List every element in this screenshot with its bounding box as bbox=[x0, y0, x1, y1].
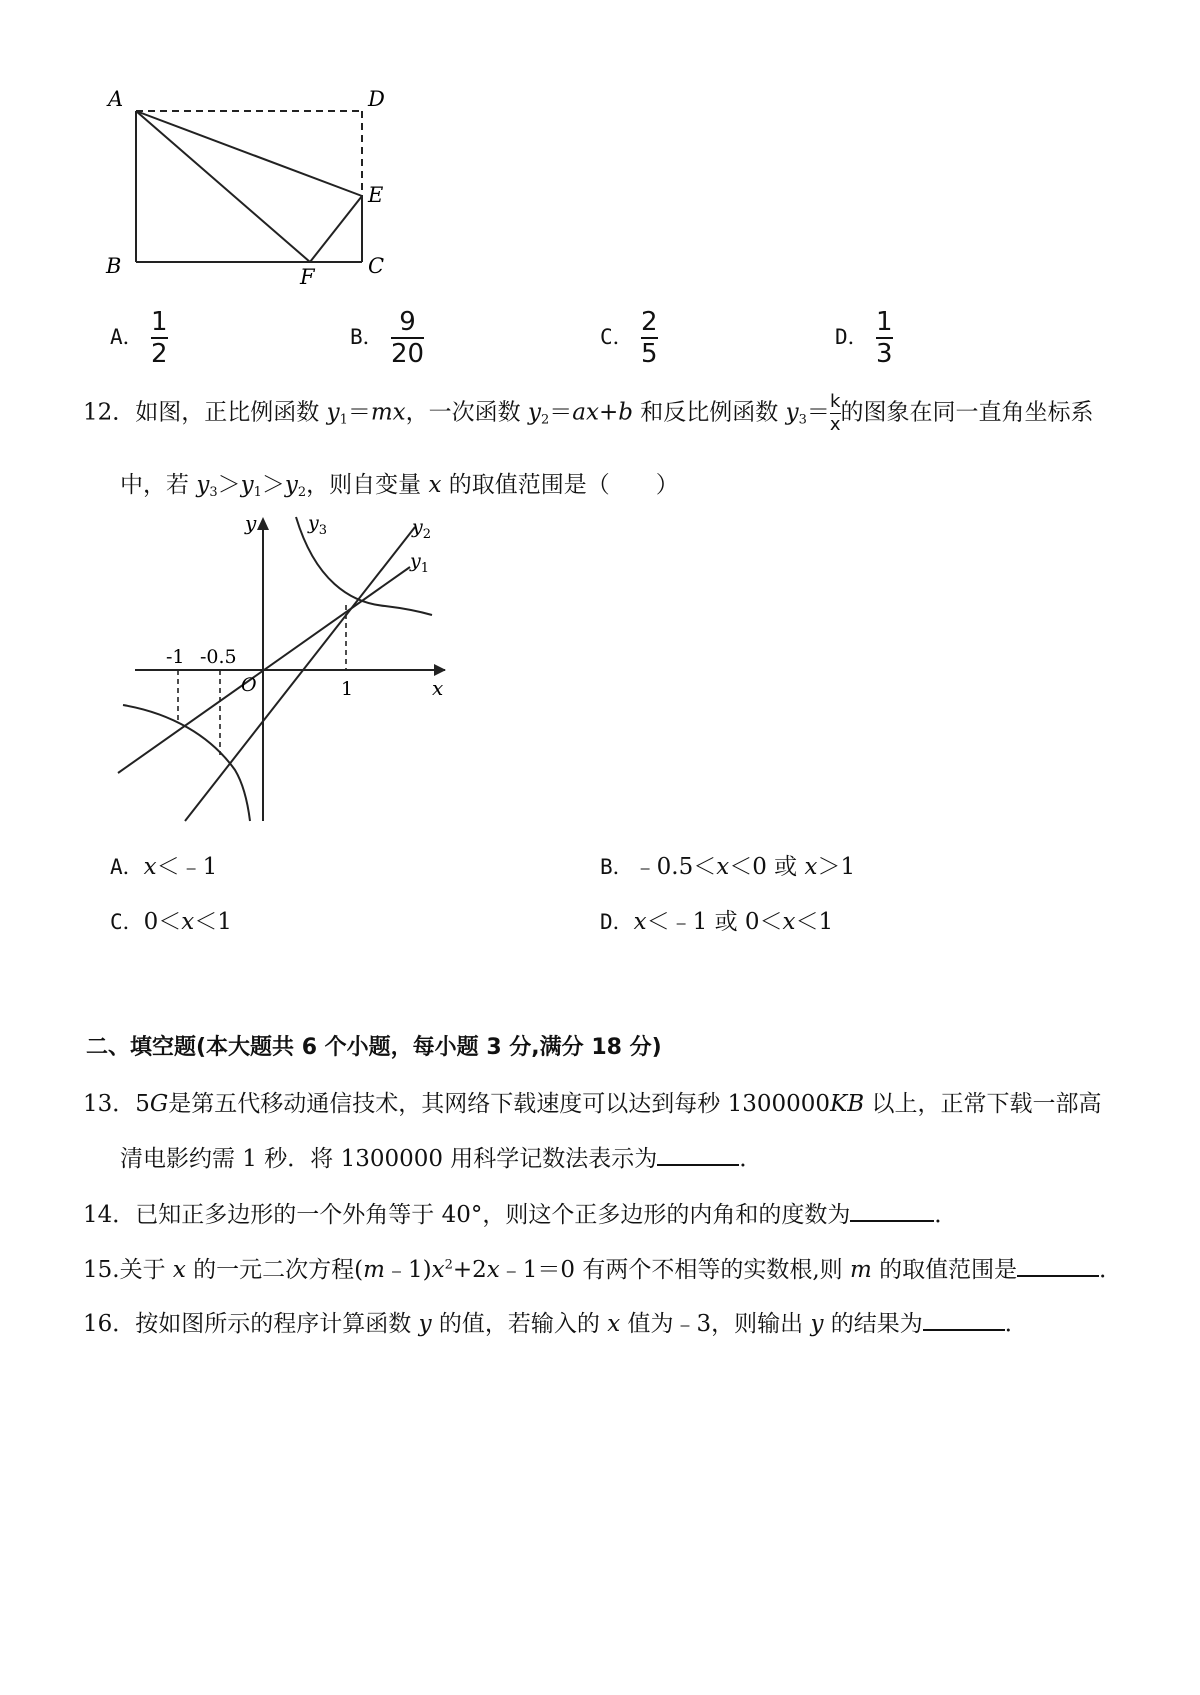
option-fraction bbox=[876, 308, 893, 368]
question-number: 16． bbox=[83, 1311, 136, 1337]
subscript: 1 bbox=[253, 485, 262, 500]
point-label-e: E bbox=[368, 183, 384, 207]
text: ＝ bbox=[347, 399, 371, 426]
var-y: y bbox=[527, 399, 541, 426]
var-y: y bbox=[196, 472, 210, 498]
var-y: y bbox=[284, 472, 298, 498]
denominator: 2 bbox=[150, 339, 168, 369]
point-label-b: B bbox=[106, 254, 122, 278]
text: 的结果为 bbox=[823, 1311, 923, 1337]
denominator: x bbox=[829, 414, 841, 435]
x-axis-arrow bbox=[434, 664, 446, 676]
q14-line bbox=[83, 1196, 957, 1229]
var-y: y bbox=[810, 1311, 824, 1337]
question-number: 15. bbox=[83, 1257, 120, 1283]
text: ． bbox=[1004, 1311, 1028, 1337]
text: 的取值范围是 bbox=[871, 1257, 1018, 1283]
q12-option-a[interactable] bbox=[110, 848, 217, 881]
option-fraction bbox=[391, 308, 424, 368]
q12-option-b[interactable] bbox=[600, 848, 855, 881]
q11-option-b[interactable] bbox=[350, 308, 424, 368]
q12-option-d[interactable] bbox=[600, 903, 833, 936]
tick-label-neg05: -0.5 bbox=[200, 646, 237, 668]
var-x: x bbox=[782, 909, 796, 935]
q16-line bbox=[83, 1305, 1028, 1338]
option-letter: D． bbox=[600, 910, 634, 934]
text: 5 bbox=[135, 1091, 150, 1117]
section-heading-fill-in: 二、填空题(本大题共 6 个小题，每小题 3 分,满分 18 分) bbox=[86, 1035, 662, 1060]
point-label-c: C bbox=[368, 254, 385, 278]
text: 0＜ bbox=[143, 909, 182, 935]
label-y: y bbox=[410, 550, 421, 572]
q11-option-c[interactable] bbox=[600, 308, 658, 368]
numerator: 9 bbox=[399, 307, 416, 337]
option-letter: C． bbox=[600, 325, 634, 349]
option-fraction bbox=[641, 308, 658, 368]
var-x: x bbox=[172, 1257, 186, 1283]
q11-option-a[interactable] bbox=[110, 308, 168, 368]
denominator: 20 bbox=[390, 339, 425, 369]
var-y: y bbox=[418, 1311, 432, 1337]
var-x: x bbox=[431, 1257, 445, 1283]
option-letter: A． bbox=[110, 855, 144, 879]
text: 清电影约需 1 秒．将 1300000 用科学记数法表示为 bbox=[120, 1146, 658, 1172]
var-ax: ax bbox=[572, 399, 599, 426]
point-label-d: D bbox=[368, 87, 385, 111]
var-x: x bbox=[428, 472, 442, 498]
q11-rectangle-figure bbox=[100, 80, 400, 285]
subscript: 3 bbox=[209, 485, 218, 500]
question-number: 13． bbox=[83, 1091, 136, 1117]
question-number: 12． bbox=[83, 399, 136, 426]
var-x: x bbox=[804, 854, 818, 880]
text: + bbox=[598, 399, 619, 426]
origin-label: O bbox=[241, 674, 257, 696]
q12-option-c[interactable] bbox=[110, 903, 232, 936]
text: 和反比例函数 bbox=[632, 399, 786, 426]
numerator: 1 bbox=[875, 307, 893, 337]
segment-fe bbox=[310, 196, 362, 262]
text: ＜﹣1 或 0＜ bbox=[646, 909, 783, 935]
text: ＜1 bbox=[194, 909, 232, 935]
text: 已知正多边形的一个外角等于 40°，则这个正多边形的内角和的度数为 bbox=[135, 1202, 851, 1228]
label-y: y bbox=[412, 516, 423, 538]
var-x: x bbox=[181, 909, 195, 935]
text: ﹣1＝0 有两个不相等的实数根,则 bbox=[499, 1257, 850, 1283]
var-x: x bbox=[143, 854, 157, 880]
option-letter: D． bbox=[835, 325, 869, 349]
label-y: y bbox=[308, 512, 319, 534]
text: ． bbox=[1099, 1257, 1123, 1283]
label-sub: 1 bbox=[420, 561, 430, 576]
text: ＞ bbox=[217, 472, 241, 498]
option-letter: B． bbox=[600, 855, 634, 879]
answer-blank[interactable] bbox=[850, 1200, 934, 1222]
text: 值为﹣3，则输出 bbox=[620, 1311, 811, 1337]
var-y: y bbox=[240, 472, 254, 498]
q15-line bbox=[83, 1251, 1122, 1284]
option-letter: A． bbox=[110, 325, 144, 349]
text: +2 bbox=[452, 1257, 487, 1283]
var-kb: KB bbox=[830, 1091, 865, 1117]
curve-label-y3 bbox=[307, 512, 327, 538]
question-number: 14． bbox=[83, 1202, 136, 1228]
answer-blank[interactable] bbox=[923, 1309, 1005, 1331]
var-m: m bbox=[849, 1257, 872, 1283]
text: 按如图所示的程序计算函数 bbox=[135, 1311, 419, 1337]
text: 的值，若输入的 bbox=[431, 1311, 608, 1337]
var-x: x bbox=[607, 1311, 621, 1337]
var-x: x bbox=[486, 1257, 500, 1283]
numerator: 1 bbox=[150, 307, 168, 337]
q11-option-d[interactable] bbox=[835, 308, 893, 368]
label-sub: 3 bbox=[318, 523, 328, 538]
line-label-y2 bbox=[411, 516, 431, 542]
text: ，一次函数 bbox=[405, 399, 528, 426]
segment-ae bbox=[136, 111, 362, 196]
text: 的一元二次方程( bbox=[185, 1257, 364, 1283]
label-sub: 2 bbox=[422, 527, 432, 542]
text: 以上，正常下载一部高 bbox=[864, 1091, 1102, 1117]
text: ＜1 bbox=[795, 909, 834, 935]
text: ＞1 bbox=[817, 854, 856, 880]
text: ﹣1) bbox=[384, 1257, 432, 1283]
answer-blank[interactable] bbox=[1017, 1255, 1099, 1277]
text: ＝ bbox=[806, 399, 830, 426]
var-b: b bbox=[618, 399, 633, 426]
subscript: 2 bbox=[297, 485, 307, 500]
q12-line1 bbox=[83, 392, 1094, 435]
q13-line1 bbox=[83, 1085, 1101, 1118]
q13-line2 bbox=[120, 1140, 762, 1173]
text: 的取值范围是（ ） bbox=[441, 472, 679, 498]
subscript: 3 bbox=[798, 412, 807, 428]
denominator: 5 bbox=[640, 339, 658, 369]
text: ，则自变量 bbox=[306, 472, 429, 498]
superscript: 2 bbox=[444, 1257, 453, 1273]
numerator: k bbox=[829, 391, 841, 412]
numerator: 2 bbox=[640, 307, 658, 337]
option-fraction bbox=[151, 308, 168, 368]
text: ＜0 或 bbox=[729, 854, 805, 880]
text: ﹣0.5＜ bbox=[633, 854, 717, 880]
var-g: G bbox=[149, 1091, 169, 1117]
q12-function-graph bbox=[110, 505, 455, 825]
point-label-a: A bbox=[108, 87, 124, 111]
tick-label-1: 1 bbox=[341, 678, 354, 700]
var-x: x bbox=[716, 854, 730, 880]
option-letter: C． bbox=[110, 910, 144, 934]
text: 如图，正比例函数 bbox=[135, 399, 327, 426]
text: 中，若 bbox=[120, 472, 197, 498]
var-y: y bbox=[326, 399, 340, 426]
subscript: 2 bbox=[540, 412, 550, 428]
option-letter: B． bbox=[350, 325, 384, 349]
y-axis-label: y bbox=[245, 511, 257, 535]
var-mx: mx bbox=[370, 399, 406, 426]
k-over-x-fraction bbox=[830, 392, 841, 435]
answer-blank[interactable] bbox=[657, 1144, 739, 1166]
text: ． bbox=[739, 1146, 763, 1172]
subscript: 1 bbox=[339, 412, 348, 428]
tick-label-neg1: -1 bbox=[166, 646, 185, 668]
text: ． bbox=[934, 1202, 958, 1228]
var-y: y bbox=[785, 399, 799, 426]
text: ＞ bbox=[261, 472, 285, 498]
q12-line2 bbox=[120, 466, 679, 500]
text: ＜﹣1 bbox=[156, 854, 218, 880]
var-x: x bbox=[633, 909, 647, 935]
x-axis-label: x bbox=[432, 676, 444, 700]
text: 关于 bbox=[119, 1257, 173, 1283]
text: 是第五代移动通信技术，其网络下载速度可以达到每秒 1300000 bbox=[168, 1091, 831, 1117]
var-m: m bbox=[363, 1257, 385, 1283]
text: 的图象在同一直角坐标系 bbox=[840, 399, 1094, 426]
text: ＝ bbox=[549, 399, 573, 426]
line-label-y1 bbox=[409, 550, 429, 576]
denominator: 3 bbox=[875, 339, 893, 369]
segment-af bbox=[136, 111, 310, 262]
y-axis-arrow bbox=[257, 517, 269, 530]
point-label-f: F bbox=[300, 265, 315, 285]
